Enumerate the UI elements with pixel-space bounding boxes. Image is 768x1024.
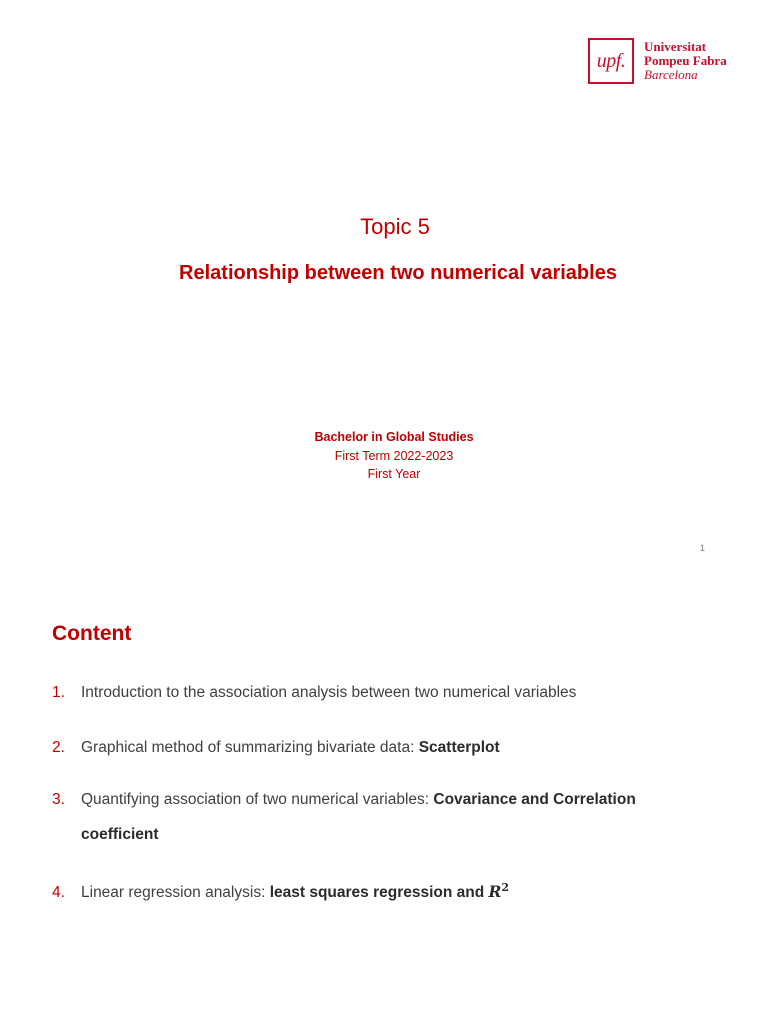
list-item-number: 4. bbox=[52, 884, 65, 902]
list-item-bold: Covariance and Correlation bbox=[433, 791, 636, 808]
list-item-text: Linear regression analysis: bbox=[81, 884, 270, 902]
list-item bbox=[52, 683, 576, 703]
logo-line-1: Universitat bbox=[644, 39, 707, 54]
logo-line-3: Barcelona bbox=[644, 67, 698, 82]
university-logo bbox=[588, 38, 727, 84]
math-letter: R bbox=[488, 882, 502, 902]
term-label: First Term 2022-2023 bbox=[334, 449, 454, 463]
list-item-text: Quantifying association of two numerical variables: bbox=[81, 791, 434, 808]
list-item-number: 1. bbox=[52, 684, 65, 701]
logo-line-2: Pompeu Fabra bbox=[644, 53, 727, 68]
list-item bbox=[52, 878, 509, 903]
list-item-number: 2. bbox=[52, 739, 65, 756]
content-slide bbox=[0, 580, 768, 1024]
upf-logo-mark: upf. bbox=[588, 38, 634, 84]
slide-title: Relationship between two numerical variables bbox=[179, 262, 617, 284]
page-number: 1 bbox=[700, 543, 706, 553]
program-name: Bachelor in Global Studies bbox=[314, 430, 474, 444]
content-heading: Content bbox=[52, 622, 132, 645]
list-item-bold-continued: coefficient bbox=[81, 826, 159, 843]
list-item-text: Graphical method of summarizing bivariate data: bbox=[81, 739, 419, 756]
list-item-bold: Scatterplot bbox=[418, 739, 500, 756]
list-item-bold: least squares regression and bbox=[269, 884, 489, 902]
list-item-number: 3. bbox=[52, 791, 65, 808]
math-superscript: 2 bbox=[501, 881, 510, 894]
logo-wordmark bbox=[644, 40, 727, 82]
r-squared-symbol bbox=[489, 882, 510, 901]
list-item-text: Introduction to the association analysis between two numerical variables bbox=[81, 684, 577, 701]
list-item bbox=[52, 790, 636, 845]
year-label: First Year bbox=[367, 467, 421, 481]
list-item bbox=[52, 738, 500, 758]
topic-label: Topic 5 bbox=[360, 214, 430, 239]
